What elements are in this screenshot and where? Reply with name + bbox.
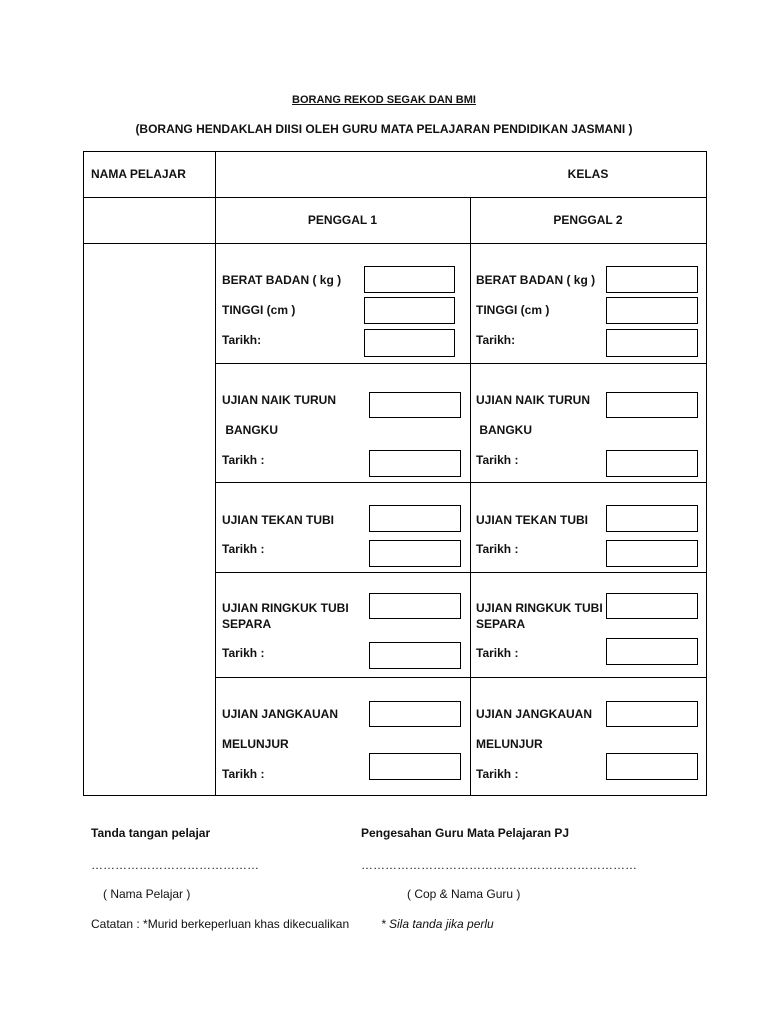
p2-jangkauan-tarikh-label: Tarikh : <box>476 767 519 781</box>
signature-line-right[interactable]: …………………………………………………………… <box>361 858 637 872</box>
p2-melunjur-label: MELUNJUR <box>476 737 543 751</box>
p2-naik-turun-tarikh-input[interactable] <box>606 450 698 477</box>
penggal-1-label: PENGGAL 1 <box>307 213 378 227</box>
p2-ringkuk-tubi-label: UJIAN RINGKUK TUBI <box>476 601 603 615</box>
p2-bmi-tarikh-label: Tarikh: <box>476 333 516 347</box>
p2-jangkauan-input[interactable] <box>606 701 698 727</box>
p2-tekan-tubi-tarikh-label: Tarikh : <box>476 542 519 556</box>
p1-melunjur-label: MELUNJUR <box>222 737 289 751</box>
signature-line-left[interactable]: …………………………………… <box>91 858 259 872</box>
row-divider <box>215 363 706 364</box>
form-title: BORANG REKOD SEGAK DAN BMI <box>292 94 476 106</box>
p2-naik-turun-tarikh-label: Tarikh : <box>476 453 519 467</box>
p1-tekan-tubi-tarikh-label: Tarikh : <box>222 542 265 556</box>
p2-bangku-label: BANGKU <box>476 423 532 437</box>
p2-berat-label: BERAT BADAN ( kg ) <box>476 273 596 287</box>
p2-jangkauan-label: UJIAN JANGKAUAN <box>476 707 593 721</box>
p1-jangkauan-input[interactable] <box>369 701 461 727</box>
p1-bmi-tarikh-label: Tarikh: <box>222 333 262 347</box>
p2-ringkuk-tubi-input[interactable] <box>606 593 698 619</box>
p1-naik-turun-label: UJIAN NAIK TURUN <box>222 393 336 407</box>
p1-jangkauan-tarikh-label: Tarikh : <box>222 767 265 781</box>
p1-ringkuk-tubi-input[interactable] <box>369 593 461 619</box>
p1-naik-turun-input[interactable] <box>369 392 461 418</box>
p1-jangkauan-tarikh-input[interactable] <box>369 753 461 780</box>
p2-bmi-tarikh-input[interactable] <box>606 329 698 357</box>
p1-ringkuk-tubi-tarikh-input[interactable] <box>369 642 461 669</box>
p1-tekan-tubi-label: UJIAN TEKAN TUBI <box>222 513 335 527</box>
p1-ringkuk-tubi-label: UJIAN RINGKUK TUBI <box>222 601 349 615</box>
p2-berat-input[interactable] <box>606 266 698 293</box>
p1-tinggi-label: TINGGI (cm ) <box>222 303 296 317</box>
p1-bangku-label: BANGKU <box>222 423 278 437</box>
p2-tekan-tubi-label: UJIAN TEKAN TUBI <box>476 513 589 527</box>
row-divider <box>84 243 706 244</box>
p2-naik-turun-label: UJIAN NAIK TURUN <box>476 393 590 407</box>
p1-berat-input[interactable] <box>364 266 455 293</box>
p2-tinggi-label: TINGGI (cm ) <box>476 303 550 317</box>
p2-ringkuk-tubi-tarikh-input[interactable] <box>606 638 698 665</box>
p1-tekan-tubi-tarikh-input[interactable] <box>369 540 461 567</box>
p1-naik-turun-tarikh-input[interactable] <box>369 450 461 477</box>
p1-tinggi-input[interactable] <box>364 297 455 324</box>
p2-ringkuk-tubi-tarikh-label: Tarikh : <box>476 646 519 660</box>
kelas-label: KELAS <box>567 167 609 181</box>
pengesahan-label: Pengesahan Guru Mata Pelajaran PJ <box>361 826 570 840</box>
row-divider <box>215 677 706 678</box>
p1-naik-turun-tarikh-label: Tarikh : <box>222 453 265 467</box>
record-table <box>83 151 707 796</box>
col-divider <box>215 152 216 795</box>
p1-jangkauan-label: UJIAN JANGKAUAN <box>222 707 339 721</box>
row-divider <box>84 197 706 198</box>
p2-tekan-tubi-input[interactable] <box>606 505 698 532</box>
p2-naik-turun-input[interactable] <box>606 392 698 418</box>
col-divider <box>470 197 471 795</box>
tanda-tangan-label: Tanda tangan pelajar <box>91 826 211 840</box>
p2-tekan-tubi-tarikh-input[interactable] <box>606 540 698 567</box>
p2-jangkauan-tarikh-input[interactable] <box>606 753 698 780</box>
nama-pelajar-label: NAMA PELAJAR <box>91 167 186 181</box>
sila-tanda-note: * Sila tanda jika perlu <box>381 917 494 931</box>
form-subtitle: (BORANG HENDAKLAH DIISI OLEH GURU MATA PELAJARAN PENDIDIKAN JASMANI ) <box>135 122 633 136</box>
p2-separa-label: SEPARA <box>476 617 526 631</box>
row-divider <box>215 482 706 483</box>
penggal-2-label: PENGGAL 2 <box>553 213 623 227</box>
cop-nama-guru-caption: ( Cop & Nama Guru ) <box>407 887 521 901</box>
p1-ringkuk-tubi-tarikh-label: Tarikh : <box>222 646 265 660</box>
row-divider <box>215 572 706 573</box>
p1-bmi-tarikh-input[interactable] <box>364 329 455 357</box>
catatan-note: Catatan : *Murid berkeperluan khas dikecualikan <box>91 917 350 931</box>
p2-tinggi-input[interactable] <box>606 297 698 324</box>
nama-pelajar-caption: ( Nama Pelajar ) <box>103 887 191 901</box>
p1-tekan-tubi-input[interactable] <box>369 505 461 532</box>
p1-berat-label: BERAT BADAN ( kg ) <box>222 273 342 287</box>
p1-separa-label: SEPARA <box>222 617 272 631</box>
